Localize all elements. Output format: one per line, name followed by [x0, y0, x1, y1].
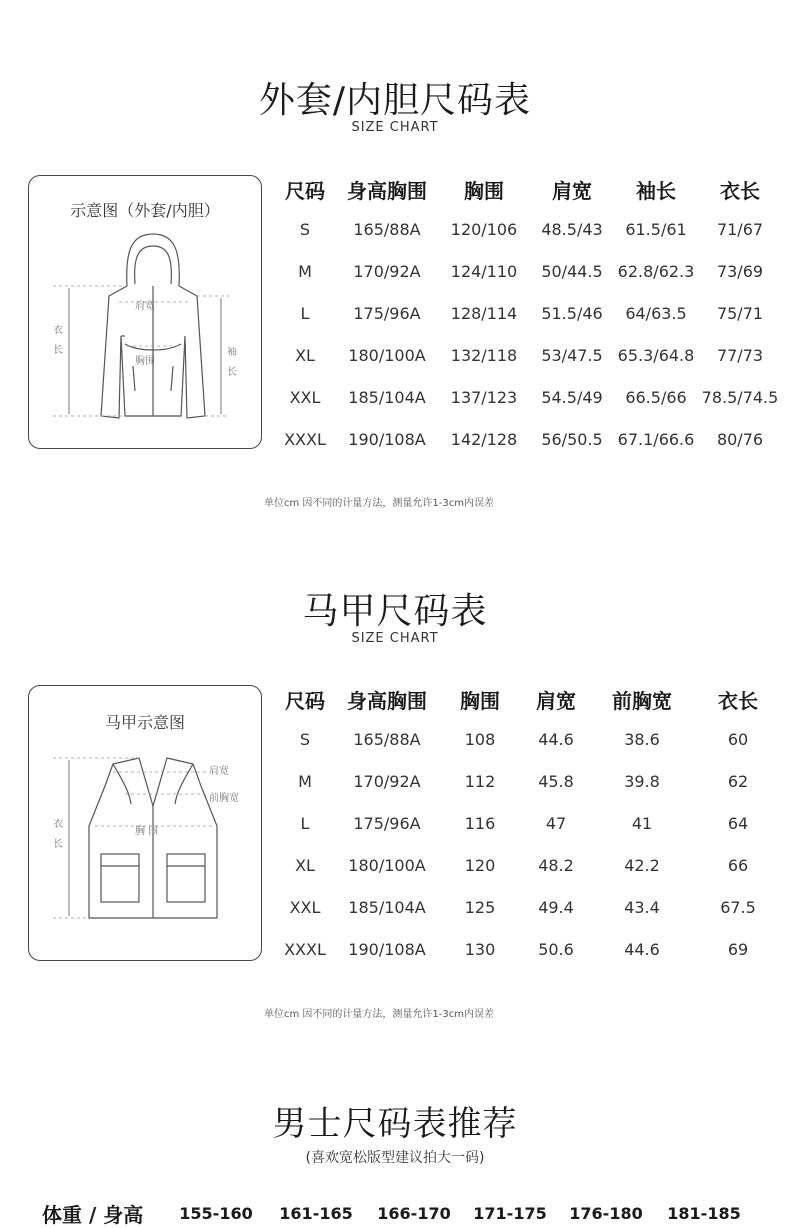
table-cell: 56/50.5 [541, 429, 603, 449]
table-cell: 62 [727, 771, 749, 791]
table-header-row [272, 680, 780, 718]
table-cell: 180/100A [348, 345, 426, 365]
header-front-chest: 前胸宽 [612, 688, 672, 713]
vest-diagram-title: 马甲示意图 [104, 713, 185, 732]
table-cell: L [300, 303, 310, 323]
table-cell: 165/88A [353, 219, 421, 239]
table-row [272, 760, 780, 802]
vest-length-label-1: 衣 [53, 819, 63, 830]
table-row [272, 928, 780, 970]
table-cell: 175/96A [353, 813, 421, 833]
table-cell: 69 [727, 939, 749, 959]
table-cell: XXXL [284, 429, 326, 449]
table-cell: 60 [727, 729, 749, 749]
table-cell: 77/73 [716, 345, 764, 365]
header-shoulder: 肩宽 [552, 178, 592, 203]
vest-chest-label: 胸 围 [135, 826, 159, 837]
section2-note: 单位cm 因不同的计量方法，测量允许1-3cm内误差 [264, 1009, 494, 1020]
table-row [272, 844, 780, 886]
jacket-length-label-2: 长 [53, 345, 63, 356]
table-cell: XXL [289, 897, 321, 917]
header-size: 尺码 [285, 688, 325, 713]
table-cell: 38.6 [624, 729, 660, 749]
table-cell: S [299, 219, 311, 239]
table-cell: 116 [464, 813, 496, 833]
table-cell: 53/47.5 [541, 345, 603, 365]
table-cell: 41 [631, 813, 653, 833]
table-cell: 130 [464, 939, 496, 959]
table-cell: 42.2 [624, 855, 660, 875]
table-cell: 75/71 [716, 303, 764, 323]
table-cell: 185/104A [348, 897, 426, 917]
reco-column-5: 176-180 [569, 1204, 643, 1223]
section2-subtitle: SIZE CHART [351, 631, 439, 646]
table-cell: 54.5/49 [541, 387, 603, 407]
table-cell: S [299, 729, 311, 749]
table-cell: 66 [727, 855, 749, 875]
reco-column-6: 181-185 [667, 1204, 741, 1223]
table-cell: 65.3/64.8 [617, 345, 695, 365]
table-cell: 180/100A [348, 855, 426, 875]
table-cell: 48.2 [538, 855, 574, 875]
table-cell: 71/67 [716, 219, 764, 239]
table-cell: 51.5/46 [541, 303, 603, 323]
table-cell: XL [295, 855, 315, 875]
table-cell: 132/118 [450, 345, 518, 365]
table-cell: 50.6 [538, 939, 574, 959]
table-row [272, 886, 780, 928]
table-cell: 190/108A [348, 429, 426, 449]
jacket-shoulder-label: 肩宽 [135, 301, 155, 312]
table-cell: 39.8 [624, 771, 660, 791]
section3-title: 男士尺码表推荐 [272, 1104, 518, 1144]
table-cell: 45.8 [538, 771, 574, 791]
table-cell: 190/108A [348, 939, 426, 959]
table-cell: 48.5/43 [541, 219, 603, 239]
table-cell: L [300, 813, 310, 833]
table-cell: 165/88A [353, 729, 421, 749]
table-cell: XL [295, 345, 315, 365]
header-length: 衣长 [718, 688, 758, 713]
table-cell: 125 [464, 897, 496, 917]
table-cell: 142/128 [450, 429, 518, 449]
reco-column-2: 161-165 [279, 1204, 353, 1223]
table-cell: 137/123 [450, 387, 518, 407]
table-cell: 64/63.5 [625, 303, 687, 323]
table-row [272, 292, 780, 334]
vest-illustration [29, 686, 261, 960]
table-cell: 64 [727, 813, 749, 833]
jacket-length-label-1: 衣 [53, 325, 63, 336]
section1-title: 外套/内胆尺码表 [258, 80, 532, 121]
jacket-sleeve-label-1: 袖 [227, 347, 237, 358]
section1-note: 单位cm 因不同的计量方法，测量允许1-3cm内误差 [264, 498, 494, 509]
header-height-chest: 身高胸围 [347, 178, 427, 203]
header-chest: 胸围 [460, 688, 500, 713]
table-row [272, 418, 780, 460]
jacket-diagram-title: 示意图（外套/内胆） [70, 201, 220, 220]
table-header-row [272, 170, 780, 208]
table-cell: XXL [289, 387, 321, 407]
table-cell: 50/44.5 [541, 261, 603, 281]
section1-subtitle: SIZE CHART [351, 120, 439, 135]
header-height-chest: 身高胸围 [347, 688, 427, 713]
section2-title: 马甲尺码表 [302, 591, 488, 632]
table-cell: 80/76 [716, 429, 764, 449]
table-row [272, 208, 780, 250]
header-chest: 胸围 [464, 178, 504, 203]
table-cell: 120/106 [450, 219, 518, 239]
table-row [272, 334, 780, 376]
table-cell: XXXL [284, 939, 326, 959]
header-size: 尺码 [285, 178, 325, 203]
table-cell: 44.6 [538, 729, 574, 749]
vest-length-label-2: 长 [53, 839, 63, 850]
table-cell: 44.6 [624, 939, 660, 959]
table-cell: 62.8/62.3 [617, 261, 695, 281]
table-cell: 67.1/66.6 [617, 429, 695, 449]
table-cell: 170/92A [353, 771, 421, 791]
table-cell: M [298, 771, 312, 791]
reco-column-4: 171-175 [473, 1204, 547, 1223]
table-cell: 175/96A [353, 303, 421, 323]
jacket-diagram-panel [28, 175, 262, 449]
header-sleeve: 袖长 [636, 178, 676, 203]
table-cell: M [298, 261, 312, 281]
jacket-size-table [272, 170, 780, 460]
table-cell: 47 [545, 813, 567, 833]
table-cell: 128/114 [450, 303, 518, 323]
header-shoulder: 肩宽 [536, 688, 576, 713]
table-cell: 43.4 [624, 897, 660, 917]
header-length: 衣长 [720, 178, 760, 203]
table-cell: 112 [464, 771, 496, 791]
table-cell: 73/69 [716, 261, 764, 281]
vest-size-table [272, 680, 780, 970]
table-cell: 61.5/61 [625, 219, 687, 239]
table-cell: 49.4 [538, 897, 574, 917]
jacket-chest-label: 胸围 [135, 356, 155, 367]
jacket-illustration [29, 176, 261, 448]
table-row [272, 718, 780, 760]
table-cell: 66.5/66 [625, 387, 687, 407]
vest-shoulder-label: 肩宽 [209, 766, 229, 777]
table-row [272, 802, 780, 844]
reco-column-1: 155-160 [179, 1204, 253, 1223]
table-cell: 120 [464, 855, 496, 875]
table-cell: 78.5/74.5 [701, 387, 779, 407]
table-row [272, 376, 780, 418]
section3-subtitle: (喜欢宽松版型建议拍大一码) [305, 1150, 485, 1166]
table-cell: 108 [464, 729, 496, 749]
reco-row-header: 体重 / 身高 [42, 1203, 144, 1227]
table-cell: 170/92A [353, 261, 421, 281]
table-cell: 185/104A [348, 387, 426, 407]
vest-diagram-panel [28, 685, 262, 961]
reco-column-3: 166-170 [377, 1204, 451, 1223]
jacket-sleeve-label-2: 长 [227, 367, 237, 378]
table-cell: 124/110 [450, 261, 518, 281]
table-row [272, 250, 780, 292]
table-cell: 67.5 [720, 897, 756, 917]
vest-front-chest-label: 前胸宽 [209, 793, 239, 804]
